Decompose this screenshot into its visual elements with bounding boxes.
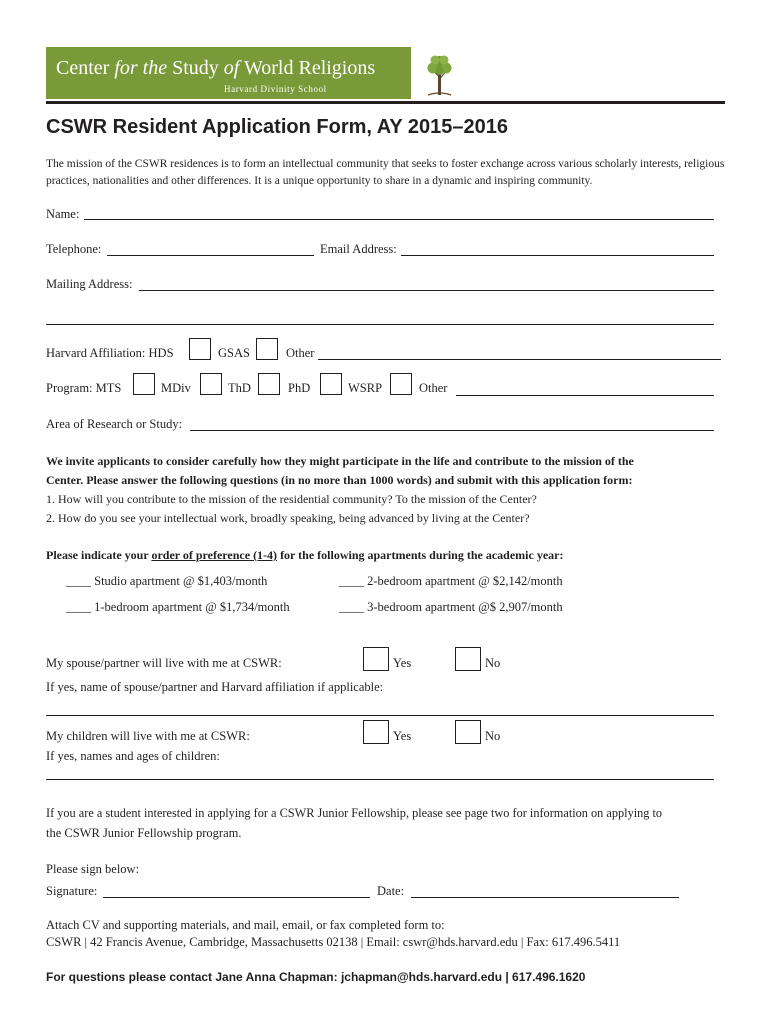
hds-checkbox[interactable]: [189, 338, 211, 360]
spouse-detail-label: If yes, name of spouse/partner and Harvard affiliation if applicable:: [46, 680, 384, 694]
preference-underlined: order of preference (1-4): [151, 548, 278, 562]
email-field[interactable]: [401, 255, 714, 256]
invite-line2: Center. Please answer the following questions (in no more than 1000 words) and submit with this application form:: [46, 473, 633, 487]
gsas-checkbox[interactable]: [256, 338, 278, 360]
wsrp-label: WSRP: [348, 381, 383, 395]
children-yes-checkbox[interactable]: [363, 720, 389, 744]
children-question: My children will live with me at CSWR:: [46, 729, 250, 743]
studio-option[interactable]: ____ Studio apartment @ $1,403/month: [66, 574, 268, 588]
thd-label: ThD: [228, 381, 251, 395]
banner-subtitle: Harvard Divinity School: [224, 84, 327, 94]
mdiv-checkbox[interactable]: [200, 373, 222, 395]
thd-checkbox[interactable]: [258, 373, 280, 395]
program-other-label: Other: [419, 381, 448, 395]
phd-checkbox[interactable]: [320, 373, 342, 395]
mts-checkbox[interactable]: [133, 373, 155, 395]
email-label: Email Address:: [320, 242, 397, 256]
mailing-label: Mailing Address:: [46, 277, 133, 291]
spouse-detail-field[interactable]: [46, 715, 714, 716]
spouse-question: My spouse/partner will live with me at CSWR:: [46, 656, 282, 670]
attach-instructions: Attach CV and supporting materials, and mail, email, or fax completed form to:: [46, 918, 445, 932]
fellowship-line1: If you are a student interested in applying for a CSWR Junior Fellowship, please see page two for information on applying to: [46, 806, 663, 820]
spouse-yes-checkbox[interactable]: [363, 647, 389, 671]
questions-contact: For questions please contact Jane Anna Chapman: jchapman@hds.harvard.edu | 617.496.1620: [46, 970, 586, 984]
header-banner: [46, 47, 411, 99]
affiliation-label: Harvard Affiliation: HDS: [46, 346, 174, 360]
program-other-field[interactable]: [456, 395, 714, 396]
signature-label: Signature:: [46, 884, 98, 898]
form-title: CSWR Resident Application Form, AY 2015–2016: [46, 116, 509, 138]
one-bedroom-option[interactable]: ____ 1-bedroom apartment @ $1,734/month: [66, 600, 290, 614]
affiliation-other-field[interactable]: [318, 359, 721, 360]
mdiv-label: MDiv: [161, 381, 191, 395]
children-detail-label: If yes, names and ages of children:: [46, 749, 220, 763]
gsas-label: GSAS: [218, 346, 250, 360]
header-rule: [46, 101, 725, 104]
wsrp-checkbox[interactable]: [390, 373, 412, 395]
area-field[interactable]: [190, 430, 714, 431]
mailing-field[interactable]: [139, 290, 714, 291]
invite-line1: We invite applicants to consider carefully how they might participate in the life and contribute to the mission of the: [46, 454, 634, 468]
question-2: 2. How do you see your intellectual work, broadly speaking, being advanced by living at the Center?: [46, 511, 530, 525]
affiliation-other-label: Other: [286, 346, 315, 360]
apartment-heading: Please indicate your order of preference (1-4) for the following apartments during the academic year:: [46, 548, 564, 562]
name-field[interactable]: [84, 219, 714, 220]
two-bedroom-option[interactable]: ____ 2-bedroom apartment @ $2,142/month: [339, 574, 563, 588]
phd-label: PhD: [288, 381, 311, 395]
spouse-no-label: No: [485, 656, 501, 670]
date-field[interactable]: [411, 897, 679, 898]
banner-title: Center for the Study of World Religions: [56, 57, 376, 79]
mailing-contact-line: CSWR | 42 Francis Avenue, Cambridge, Massachusetts 02138 | Email: cswr@hds.harvard.edu | Fax: 617.496.5411: [46, 935, 621, 949]
children-yes-label: Yes: [393, 729, 412, 743]
program-label: Program: MTS: [46, 381, 122, 395]
spouse-yes-label: Yes: [393, 656, 412, 670]
children-no-checkbox[interactable]: [455, 720, 481, 744]
mailing-field-line2[interactable]: [46, 324, 714, 325]
name-label: Name:: [46, 207, 80, 221]
question-1: 1. How will you contribute to the mission of the residential community? To the mission of the Center?: [46, 492, 537, 506]
signature-field[interactable]: [103, 897, 370, 898]
tree-icon: [423, 47, 456, 99]
sign-prompt: Please sign below:: [46, 862, 140, 876]
children-detail-field[interactable]: [46, 779, 714, 780]
telephone-label: Telephone:: [46, 242, 102, 256]
fellowship-line2: the CSWR Junior Fellowship program.: [46, 826, 242, 840]
three-bedroom-option[interactable]: ____ 3-bedroom apartment @$ 2,907/month: [339, 600, 563, 614]
spouse-no-checkbox[interactable]: [455, 647, 481, 671]
children-no-label: No: [485, 729, 501, 743]
date-label: Date:: [377, 884, 405, 898]
telephone-field[interactable]: [107, 255, 314, 256]
intro-text: The mission of the CSWR residences is to form an intellectual community that seeks to foster exchange across various scholarly interests, religious practices, nationalities and other differences. It is a unique opportunity to share in a dynamic and inspiring community.: [46, 158, 725, 187]
area-label: Area of Research or Study:: [46, 417, 183, 431]
